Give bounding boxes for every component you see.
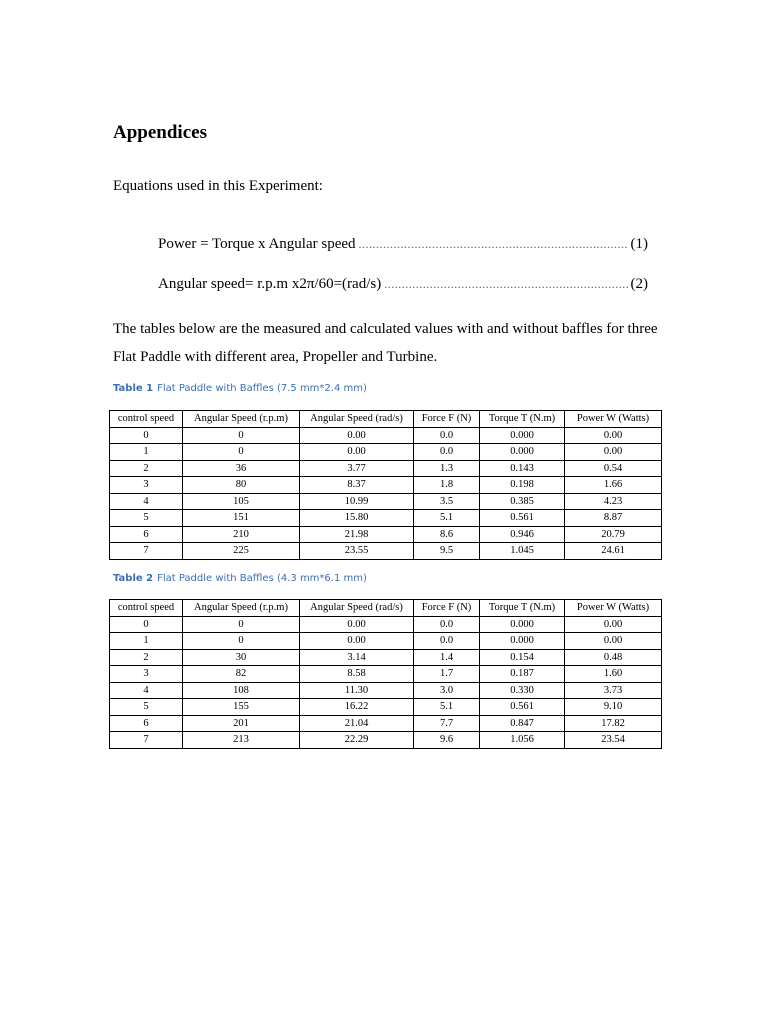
table-cell: 210 bbox=[183, 526, 300, 543]
table-cell: 36 bbox=[183, 460, 300, 477]
table-cell: 6 bbox=[110, 715, 183, 732]
table-cell: 23.55 bbox=[300, 543, 414, 560]
caption-label: Table 1 bbox=[113, 383, 154, 394]
table-cell: 1 bbox=[110, 444, 183, 461]
table-cell: 8.6 bbox=[414, 526, 480, 543]
table-cell: 21.04 bbox=[300, 715, 414, 732]
table-row bbox=[110, 510, 662, 527]
table-cell: 17.82 bbox=[565, 715, 662, 732]
table-cell: 10.99 bbox=[300, 493, 414, 510]
table-cell: 22.29 bbox=[300, 732, 414, 749]
table-cell: 5.1 bbox=[414, 510, 480, 527]
table-cell: 4 bbox=[110, 493, 183, 510]
column-header: Angular Speed (r.p.m) bbox=[183, 411, 300, 428]
table-cell: 0.385 bbox=[480, 493, 565, 510]
equation-2 bbox=[158, 276, 648, 293]
column-header: control speed bbox=[110, 411, 183, 428]
table-cell: 0.187 bbox=[480, 666, 565, 683]
table-cell: 0.00 bbox=[300, 427, 414, 444]
equation-number: (2) bbox=[630, 276, 648, 292]
table-row bbox=[110, 477, 662, 494]
table-cell: 1.045 bbox=[480, 543, 565, 560]
table-cell: 16.22 bbox=[300, 699, 414, 716]
table-cell: 3.73 bbox=[565, 682, 662, 699]
table-2 bbox=[109, 599, 662, 749]
table-row bbox=[110, 526, 662, 543]
table-row bbox=[110, 715, 662, 732]
table-cell: 0.00 bbox=[565, 427, 662, 444]
table-cell: 0 bbox=[183, 427, 300, 444]
table-cell: 0.0 bbox=[414, 633, 480, 650]
table-row bbox=[110, 649, 662, 666]
table-cell: 15.80 bbox=[300, 510, 414, 527]
table-cell: 0.946 bbox=[480, 526, 565, 543]
caption-label: Table 2 bbox=[113, 573, 154, 584]
equation-text: Angular speed= r.p.m x2π/60=(rad/s) bbox=[158, 276, 382, 292]
table-cell: 108 bbox=[183, 682, 300, 699]
column-header: Torque T (N.m) bbox=[480, 600, 565, 617]
table-cell: 0 bbox=[183, 444, 300, 461]
table-cell: 0.0 bbox=[414, 444, 480, 461]
table-cell: 7 bbox=[110, 732, 183, 749]
dot-leader bbox=[359, 237, 628, 252]
table-cell: 3.0 bbox=[414, 682, 480, 699]
table-header-row bbox=[110, 600, 662, 617]
table-cell: 8.58 bbox=[300, 666, 414, 683]
table-row bbox=[110, 633, 662, 650]
dot-leader bbox=[384, 277, 627, 292]
table-cell: 23.54 bbox=[565, 732, 662, 749]
table-cell: 82 bbox=[183, 666, 300, 683]
equation-number: (1) bbox=[630, 236, 648, 252]
column-header: Force F (N) bbox=[414, 600, 480, 617]
table-2-caption bbox=[113, 573, 367, 584]
table-row bbox=[110, 666, 662, 683]
column-header: Force F (N) bbox=[414, 411, 480, 428]
column-header: Angular Speed (rad/s) bbox=[300, 600, 414, 617]
table-row bbox=[110, 460, 662, 477]
table-cell: 4 bbox=[110, 682, 183, 699]
table-cell: 0.847 bbox=[480, 715, 565, 732]
column-header: Angular Speed (r.p.m) bbox=[183, 600, 300, 617]
table-cell: 4.23 bbox=[565, 493, 662, 510]
table-cell: 0.48 bbox=[565, 649, 662, 666]
table-cell: 1.3 bbox=[414, 460, 480, 477]
table-cell: 0.000 bbox=[480, 444, 565, 461]
table-row bbox=[110, 493, 662, 510]
table-cell: 0.000 bbox=[480, 616, 565, 633]
equation-text: Power = Torque x Angular speed bbox=[158, 236, 356, 252]
column-header: Torque T (N.m) bbox=[480, 411, 565, 428]
table-row bbox=[110, 427, 662, 444]
table-row bbox=[110, 444, 662, 461]
table-cell: 80 bbox=[183, 477, 300, 494]
table-cell: 1.4 bbox=[414, 649, 480, 666]
table-cell: 8.87 bbox=[565, 510, 662, 527]
table-cell: 8.37 bbox=[300, 477, 414, 494]
table-cell: 3.5 bbox=[414, 493, 480, 510]
table-cell: 0 bbox=[110, 427, 183, 444]
table-cell: 0.00 bbox=[300, 616, 414, 633]
table-cell: 2 bbox=[110, 649, 183, 666]
table-cell: 9.6 bbox=[414, 732, 480, 749]
table-cell: 1 bbox=[110, 633, 183, 650]
table-cell: 0.000 bbox=[480, 427, 565, 444]
table-cell: 0 bbox=[183, 633, 300, 650]
table-cell: 5 bbox=[110, 510, 183, 527]
table-cell: 201 bbox=[183, 715, 300, 732]
table-cell: 1.66 bbox=[565, 477, 662, 494]
table-cell: 0.561 bbox=[480, 699, 565, 716]
equations-intro: Equations used in this Experiment: bbox=[113, 178, 323, 194]
table-cell: 155 bbox=[183, 699, 300, 716]
table-cell: 7.7 bbox=[414, 715, 480, 732]
table-cell: 11.30 bbox=[300, 682, 414, 699]
table-cell: 1.056 bbox=[480, 732, 565, 749]
table-cell: 0.0 bbox=[414, 616, 480, 633]
table-cell: 2 bbox=[110, 460, 183, 477]
caption-text: Flat Paddle with Baffles (7.5 mm*2.4 mm) bbox=[157, 383, 367, 394]
page-heading: Appendices bbox=[113, 122, 207, 143]
table-row bbox=[110, 732, 662, 749]
table-cell: 0.00 bbox=[565, 633, 662, 650]
table-cell: 1.8 bbox=[414, 477, 480, 494]
column-header: Power W (Watts) bbox=[565, 411, 662, 428]
table-cell: 105 bbox=[183, 493, 300, 510]
table-cell: 9.5 bbox=[414, 543, 480, 560]
table-cell: 1.60 bbox=[565, 666, 662, 683]
table-cell: 0.330 bbox=[480, 682, 565, 699]
table-cell: 213 bbox=[183, 732, 300, 749]
table-cell: 20.79 bbox=[565, 526, 662, 543]
table-cell: 6 bbox=[110, 526, 183, 543]
column-header: Angular Speed (rad/s) bbox=[300, 411, 414, 428]
table-cell: 3.77 bbox=[300, 460, 414, 477]
table-cell: 0.561 bbox=[480, 510, 565, 527]
table-cell: 9.10 bbox=[565, 699, 662, 716]
table-row bbox=[110, 682, 662, 699]
table-cell: 7 bbox=[110, 543, 183, 560]
table-cell: 3 bbox=[110, 666, 183, 683]
table-cell: 0 bbox=[183, 616, 300, 633]
table-cell: 0.0 bbox=[414, 427, 480, 444]
table-1 bbox=[109, 410, 662, 560]
table-row bbox=[110, 543, 662, 560]
column-header: control speed bbox=[110, 600, 183, 617]
table-cell: 3 bbox=[110, 477, 183, 494]
table-cell: 0.00 bbox=[300, 633, 414, 650]
table-cell: 1.7 bbox=[414, 666, 480, 683]
table-cell: 3.14 bbox=[300, 649, 414, 666]
table-cell: 151 bbox=[183, 510, 300, 527]
table-cell: 0.143 bbox=[480, 460, 565, 477]
table-cell: 225 bbox=[183, 543, 300, 560]
table-header-row bbox=[110, 411, 662, 428]
table-1-caption bbox=[113, 383, 367, 394]
table-row bbox=[110, 616, 662, 633]
table-cell: 0.000 bbox=[480, 633, 565, 650]
table-cell: 0.54 bbox=[565, 460, 662, 477]
table-cell: 0.198 bbox=[480, 477, 565, 494]
table-cell: 5.1 bbox=[414, 699, 480, 716]
table-cell: 24.61 bbox=[565, 543, 662, 560]
table-cell: 0.00 bbox=[565, 444, 662, 461]
table-cell: 0.00 bbox=[300, 444, 414, 461]
table-cell: 5 bbox=[110, 699, 183, 716]
table-row bbox=[110, 699, 662, 716]
table-cell: 30 bbox=[183, 649, 300, 666]
caption-text: Flat Paddle with Baffles (4.3 mm*6.1 mm) bbox=[157, 573, 367, 584]
column-header: Power W (Watts) bbox=[565, 600, 662, 617]
table-cell: 0.154 bbox=[480, 649, 565, 666]
table-cell: 21.98 bbox=[300, 526, 414, 543]
tables-description: The tables below are the measured and calculated values with and without baffles for three Flat Paddle with different area, Propeller and Turbine. bbox=[113, 321, 658, 365]
table-cell: 0 bbox=[110, 616, 183, 633]
equation-1 bbox=[158, 236, 648, 253]
table-cell: 0.00 bbox=[565, 616, 662, 633]
